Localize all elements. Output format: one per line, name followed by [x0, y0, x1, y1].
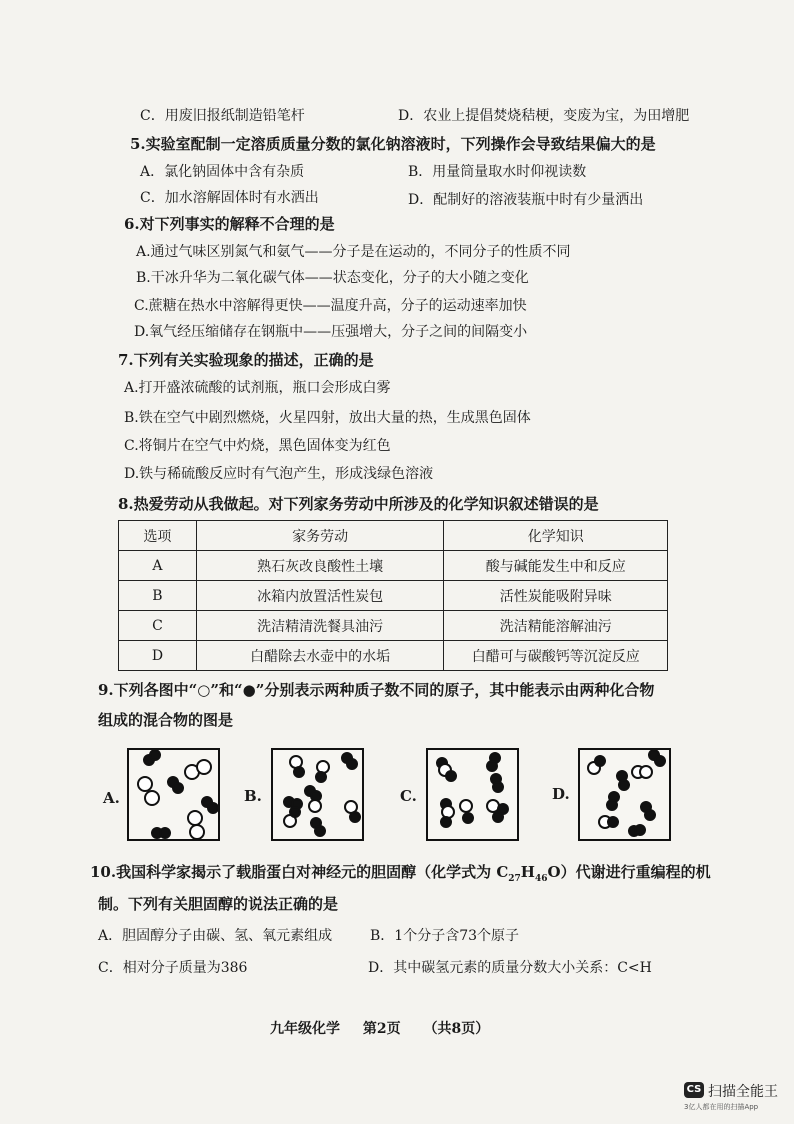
question-5: 5.实验室配制一定溶质质量分数的氯化钠溶液时，下列操作会导致结果偏大的是 — [130, 135, 656, 153]
q10-option-c: C．相对分子质量为386 — [98, 960, 248, 976]
table-cell: 洗洁精能溶解油污 — [444, 611, 668, 641]
table-cell: 熟石灰改良酸性土壤 — [196, 551, 444, 581]
question-10-line1 — [90, 862, 711, 889]
table-row — [119, 611, 668, 641]
question-10-line2: 制。下列有关胆固醇的说法正确的是 — [98, 895, 339, 913]
table-row — [119, 641, 668, 671]
q6-option-c: C.蔗糖在热水中溶解得更快——温度升高，分子的运动速率加快 — [134, 298, 527, 314]
table-header: 选项 — [119, 521, 197, 551]
q10-option-b: B．1个分子含73个原子 — [370, 928, 520, 944]
q7-option-a: A.打开盛浓硫酸的试剂瓶，瓶口会形成白雾 — [124, 380, 391, 396]
table-cell: 活性炭能吸附异味 — [444, 581, 668, 611]
q5-option-d: D．配制好的溶液装瓶中时有少量洒出 — [408, 192, 644, 208]
table-cell: 洗洁精清洗餐具油污 — [196, 611, 444, 641]
diagram-a-label: A. — [103, 789, 120, 807]
q4-option-c: C．用废旧报纸制造铅笔杆 — [140, 108, 305, 124]
table-row — [119, 551, 668, 581]
footer-total: （共8页） — [423, 1021, 490, 1037]
footer-subject: 九年级化学 — [270, 1021, 340, 1037]
q10-subscript-hydrogen: 46 — [534, 874, 548, 884]
question-9-line2: 组成的混合物的图是 — [98, 711, 234, 729]
question-6: 6.对下列事实的解释不合理的是 — [124, 215, 335, 233]
table-cell: A — [119, 551, 197, 581]
table-cell: 冰箱内放置活性炭包 — [196, 581, 444, 611]
table-header: 家务劳动 — [196, 521, 444, 551]
question-7: 7.下列有关实验现象的描述，正确的是 — [118, 351, 374, 369]
watermark-name: 扫描全能王 — [708, 1084, 778, 1100]
table-header-row — [119, 521, 668, 551]
table-header: 化学知识 — [444, 521, 668, 551]
question-8: 8.热爱劳动从我做起。对下列家务劳动中所涉及的化学知识叙述错误的是 — [118, 495, 599, 513]
diagram-d-particles — [580, 750, 669, 839]
q5-option-c: C．加水溶解固体时有水洒出 — [140, 190, 319, 206]
table-cell: 白醋除去水壶中的水垢 — [196, 641, 444, 671]
camscanner-logo-icon: CS — [684, 1082, 704, 1098]
table-cell: B — [119, 581, 197, 611]
q6-option-d: D.氧气经压缩储存在钢瓶中——压强增大，分子之间的间隔变小 — [134, 324, 528, 340]
q10-text-c: O）代谢进行重编程的机 — [547, 863, 711, 881]
q10-subscript-carbon: 27 — [508, 874, 521, 884]
diagram-a-particles — [129, 750, 218, 839]
table-row — [119, 581, 668, 611]
q6-option-a: A.通过气味区别氮气和氨气——分子是在运动的，不同分子的性质不同 — [136, 244, 571, 260]
q10-option-d: D．其中碳氢元素的质量分数大小关系：C<H — [368, 960, 652, 976]
q8-table — [118, 520, 668, 671]
q4-option-d: D．农业上提倡焚烧秸梗，变废为宝，为田增肥 — [398, 108, 690, 124]
footer-page: 第2页 — [362, 1021, 401, 1037]
q5-option-a: A．氯化钠固体中含有杂质 — [140, 164, 305, 180]
q10-option-a: A．胆固醇分子由碳、氢、氧元素组成 — [98, 928, 333, 944]
question-9-line1: 9.下列各图中“○”和“●”分别表示两种质子数不同的原子，其中能表示由两种化合物 — [98, 681, 655, 699]
diagram-c — [426, 748, 519, 841]
table-cell: D — [119, 641, 197, 671]
q10-text-b: H — [520, 863, 535, 881]
diagram-d-label: D. — [552, 785, 570, 803]
diagram-b-label: B. — [244, 787, 262, 805]
diagram-b-particles — [273, 750, 362, 839]
diagram-c-label: C. — [400, 787, 417, 805]
q5-option-b: B．用量筒量取水时仰视读数 — [408, 164, 587, 180]
watermark-tagline: 3亿人都在用的扫描App — [684, 1103, 759, 1111]
table-cell: 酸与碱能发生中和反应 — [444, 551, 668, 581]
q7-option-b: B.铁在空气中剧烈燃烧，火星四射，放出大量的热，生成黑色固体 — [124, 410, 531, 426]
diagram-b — [271, 748, 364, 841]
diagram-c-particles — [428, 750, 517, 839]
q6-option-b: B.干冰升华为二氧化碳气体——状态变化，分子的大小随之变化 — [136, 270, 529, 286]
diagram-d — [578, 748, 671, 841]
q7-option-c: C.将铜片在空气中灼烧，黑色固体变为红色 — [124, 438, 391, 454]
q7-option-d: D.铁与稀硫酸反应时有气泡产生，形成浅绿色溶液 — [124, 466, 434, 482]
table-cell: C — [119, 611, 197, 641]
table-cell: 白醋可与碳酸钙等沉淀反应 — [444, 641, 668, 671]
q10-text-a: 10.我国科学家揭示了载脂蛋白对神经元的胆固醇（化学式为 C — [90, 863, 509, 881]
diagram-a — [127, 748, 220, 841]
page-footer — [270, 1018, 507, 1038]
